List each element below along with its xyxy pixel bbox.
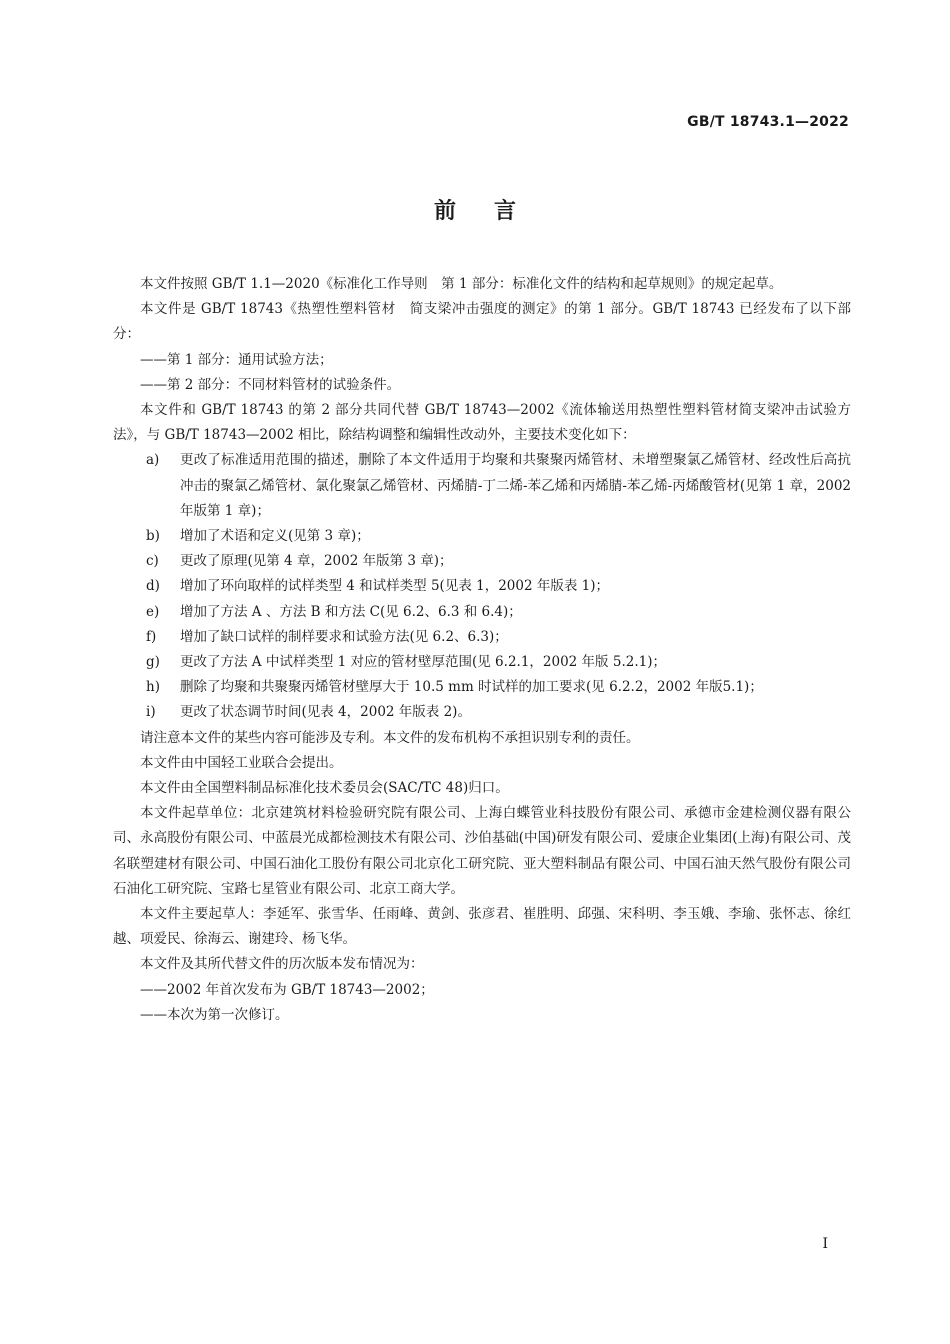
- change-text: 更改了标准适用范围的描述，删除了本文件适用于均聚和共聚聚丙烯管材、未增塑聚氯乙烯管材、经改性后高抗冲击的聚氯乙烯管材、氯化聚氯乙烯管材、丙烯腈-丁二烯-苯乙烯和丙烯腈-苯乙烯-丙烯酸管材(见第 1 章，2002 年版第 1 章)；: [180, 452, 851, 519]
- list-item-part-1: ——第 1 部分：通用试验方法；: [140, 351, 333, 368]
- paragraph-replacement: 本文件和 GB/T 18743 的第 2 部分共同代替 GB/T 18743—2002《流体输送用热塑性塑料管材简支梁冲击试验方法》，与 GB/T 18743—2002 相比，除结构调整和编辑性改动外，主要技术变化如下：: [113, 402, 851, 444]
- change-item: [113, 675, 851, 700]
- paragraph-drafters: 本文件主要起草人：李延军、张雪华、任雨峰、黄剑、张彦君、崔胜明、邱强、宋科明、李玉娥、李瑜、张怀志、徐红越、项爱民、徐海云、谢建玲、杨飞华。: [113, 906, 851, 948]
- document-body: [113, 272, 851, 1028]
- paragraph-drafting-units: 本文件起草单位：北京建筑材料检验研究院有限公司、上海白蝶管业科技股份有限公司、承德市金建检测仪器有限公司、永高股份有限公司、中蓝晨光成都检测技术有限公司、沙伯基础(中国)研发有限公司、爱康企业集团(上海)有限公司、茂名联塑建材有限公司、中国石油化工股份有限公司北京化工研究院、亚大塑料制品有限公司、中国石油天然气股份有限公司石油化工研究院、宝路七星管业有限公司、北京工商大学。: [113, 805, 851, 897]
- change-text: 更改了原理(见第 4 章，2002 年版第 3 章)；: [180, 553, 453, 570]
- change-label: h): [146, 679, 160, 696]
- change-label: g): [146, 654, 160, 671]
- change-text: 增加了缺口试样的制样要求和试验方法(见 6.2、6.3)；: [180, 628, 508, 645]
- page-title: 前言: [433, 199, 554, 224]
- paragraph-basis: 本文件按照 GB/T 1.1—2020《标准化工作导则 第 1 部分：标准化文件的结构和起草规则》的规定起草。: [140, 276, 783, 292]
- change-text: 增加了方法 A 、方法 B 和方法 C(见 6.2、6.3 和 6.4)；: [180, 603, 522, 620]
- standard-code: GB/T 18743.1—2022: [687, 114, 849, 130]
- paragraph-patent: 请注意本文件的某些内容可能涉及专利。本文件的发布机构不承担识别专利的责任。: [140, 729, 640, 746]
- change-item: [113, 448, 851, 524]
- paragraph-part-info: 本文件是 GB/T 18743《热塑性塑料管材 简支梁冲击强度的测定》的第 1 部分。GB/T 18743 已经发布了以下部分：: [113, 301, 851, 343]
- change-item: [113, 574, 851, 599]
- page-number: I: [822, 1236, 828, 1252]
- change-label: c): [146, 553, 159, 570]
- change-text: 更改了方法 A 中试样类型 1 对应的管材壁厚范围(见 6.2.1，2002 年版 5.2.1)；: [180, 654, 666, 671]
- change-item: [113, 600, 851, 625]
- list-item-history-1: ——2002 年首次发布为 GB/T 18743—2002；: [140, 981, 434, 998]
- list-item-part-2: ——第 2 部分：不同材料管材的试验条件。: [140, 376, 401, 393]
- list-item-history-2: ——本次为第一次修订。: [140, 1006, 289, 1023]
- paragraph-proposer: 本文件由中国轻工业联合会提出。: [140, 754, 343, 771]
- change-item: [113, 650, 851, 675]
- change-label: b): [146, 528, 160, 545]
- change-item: [113, 700, 851, 725]
- change-label: i): [146, 704, 156, 721]
- change-item: [113, 549, 851, 574]
- changes-list: [113, 448, 851, 725]
- change-label: a): [146, 452, 160, 469]
- change-text: 增加了环向取样的试样类型 4 和试样类型 5(见表 1，2002 年版表 1)；: [180, 578, 609, 595]
- paragraph-committee: 本文件由全国塑料制品标准化技术委员会(SAC/TC 48)归口。: [140, 780, 509, 797]
- change-text: 删除了均聚和共聚聚丙烯管材壁厚大于 10.5 mm 时试样的加工要求(见 6.2.2，2002 年版5.1)；: [180, 679, 763, 696]
- change-text: 更改了状态调节时间(见表 4，2002 年版表 2)。: [180, 704, 471, 721]
- change-label: f): [146, 628, 157, 645]
- change-label: d): [146, 578, 160, 595]
- change-item: [113, 625, 851, 650]
- change-item: [113, 524, 851, 549]
- change-label: e): [146, 603, 160, 620]
- change-text: 增加了术语和定义(见第 3 章)；: [180, 528, 370, 545]
- paragraph-history: 本文件及其所代替文件的历次版本发布情况为：: [140, 956, 424, 973]
